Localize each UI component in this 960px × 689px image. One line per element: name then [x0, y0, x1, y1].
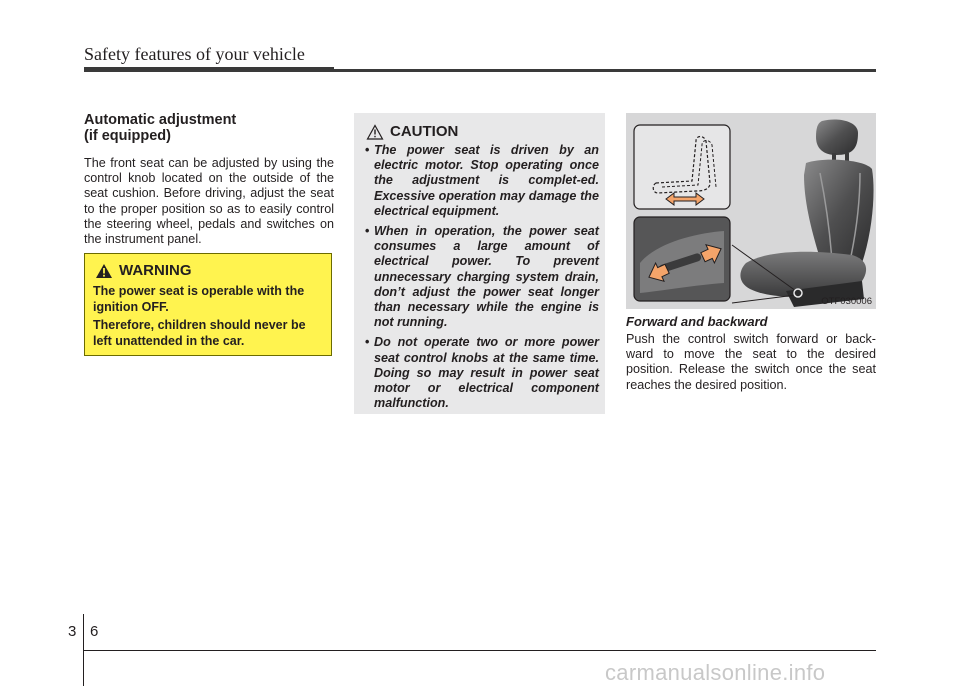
- section-heading-line1: Automatic adjustment: [84, 112, 237, 128]
- section-body: The front seat can be adjusted by using the control knob located on the outside of the seat cushion. Before driving, adjust the seat to the proper position so as to easily control the steering wheel, pedals and switches on the instrument panel.: [84, 156, 334, 247]
- seat-headrest: [816, 120, 858, 156]
- section-heading-line2: (if equipped): [84, 128, 171, 144]
- caution-box: [354, 113, 605, 414]
- section-heading: [84, 112, 334, 144]
- seat-figure: [626, 113, 876, 309]
- warning-header: [95, 262, 192, 279]
- caution-item: • Do not operate two or more power seat control knobs at the same time. Doing so may result in power seat motor or electrical component malfunction.: [362, 335, 599, 411]
- caution-item: • The power seat is driven by an electric motor. Stop operating once the adjustment is complet-ed. Excessive operation may damage the electrical equipment.: [362, 143, 599, 219]
- section-forward-backward: [626, 314, 876, 393]
- page-number: 6: [90, 623, 99, 640]
- inset-seat-diagram: [634, 125, 730, 209]
- figure-code: OTF030006: [821, 296, 872, 307]
- caution-item: • When in operation, the power seat consumes a large amount of electrical power. To prevent unnecessary charging system drain, don’t adjust the power seat longer than necessary while the engine is not running.: [362, 224, 599, 330]
- header-rule-accent: [84, 67, 334, 72]
- seat-backrest: [804, 160, 874, 265]
- warning-triangle-icon: [95, 263, 113, 279]
- warning-body: [93, 284, 325, 352]
- caution-list: [362, 143, 599, 416]
- section-automatic-adjustment: [84, 112, 334, 247]
- warning-box: [84, 253, 332, 356]
- warning-line1: The power seat is operable with the ignition OFF.: [93, 284, 305, 314]
- warning-title: WARNING: [119, 262, 192, 279]
- page-header-title: Safety features of your vehicle: [84, 44, 305, 64]
- watermark: carmanualsonline.info: [605, 660, 826, 685]
- callout-line: [732, 295, 796, 303]
- figure-caption: Forward and backward: [626, 314, 768, 329]
- caution-triangle-icon: [366, 124, 384, 140]
- caution-header: [366, 123, 458, 140]
- page-chapter-number: 3: [68, 623, 77, 640]
- power-seat-illustration: [626, 113, 876, 309]
- warning-line2: Therefore, children should never be left unattended in the car.: [93, 318, 306, 348]
- footer-horizontal-rule: [83, 650, 876, 651]
- caution-title: CAUTION: [390, 123, 459, 140]
- figure-body: Push the control switch forward or back-ward to move the seat to the desired position. Release the switch once the seat reaches the desired position.: [626, 332, 876, 392]
